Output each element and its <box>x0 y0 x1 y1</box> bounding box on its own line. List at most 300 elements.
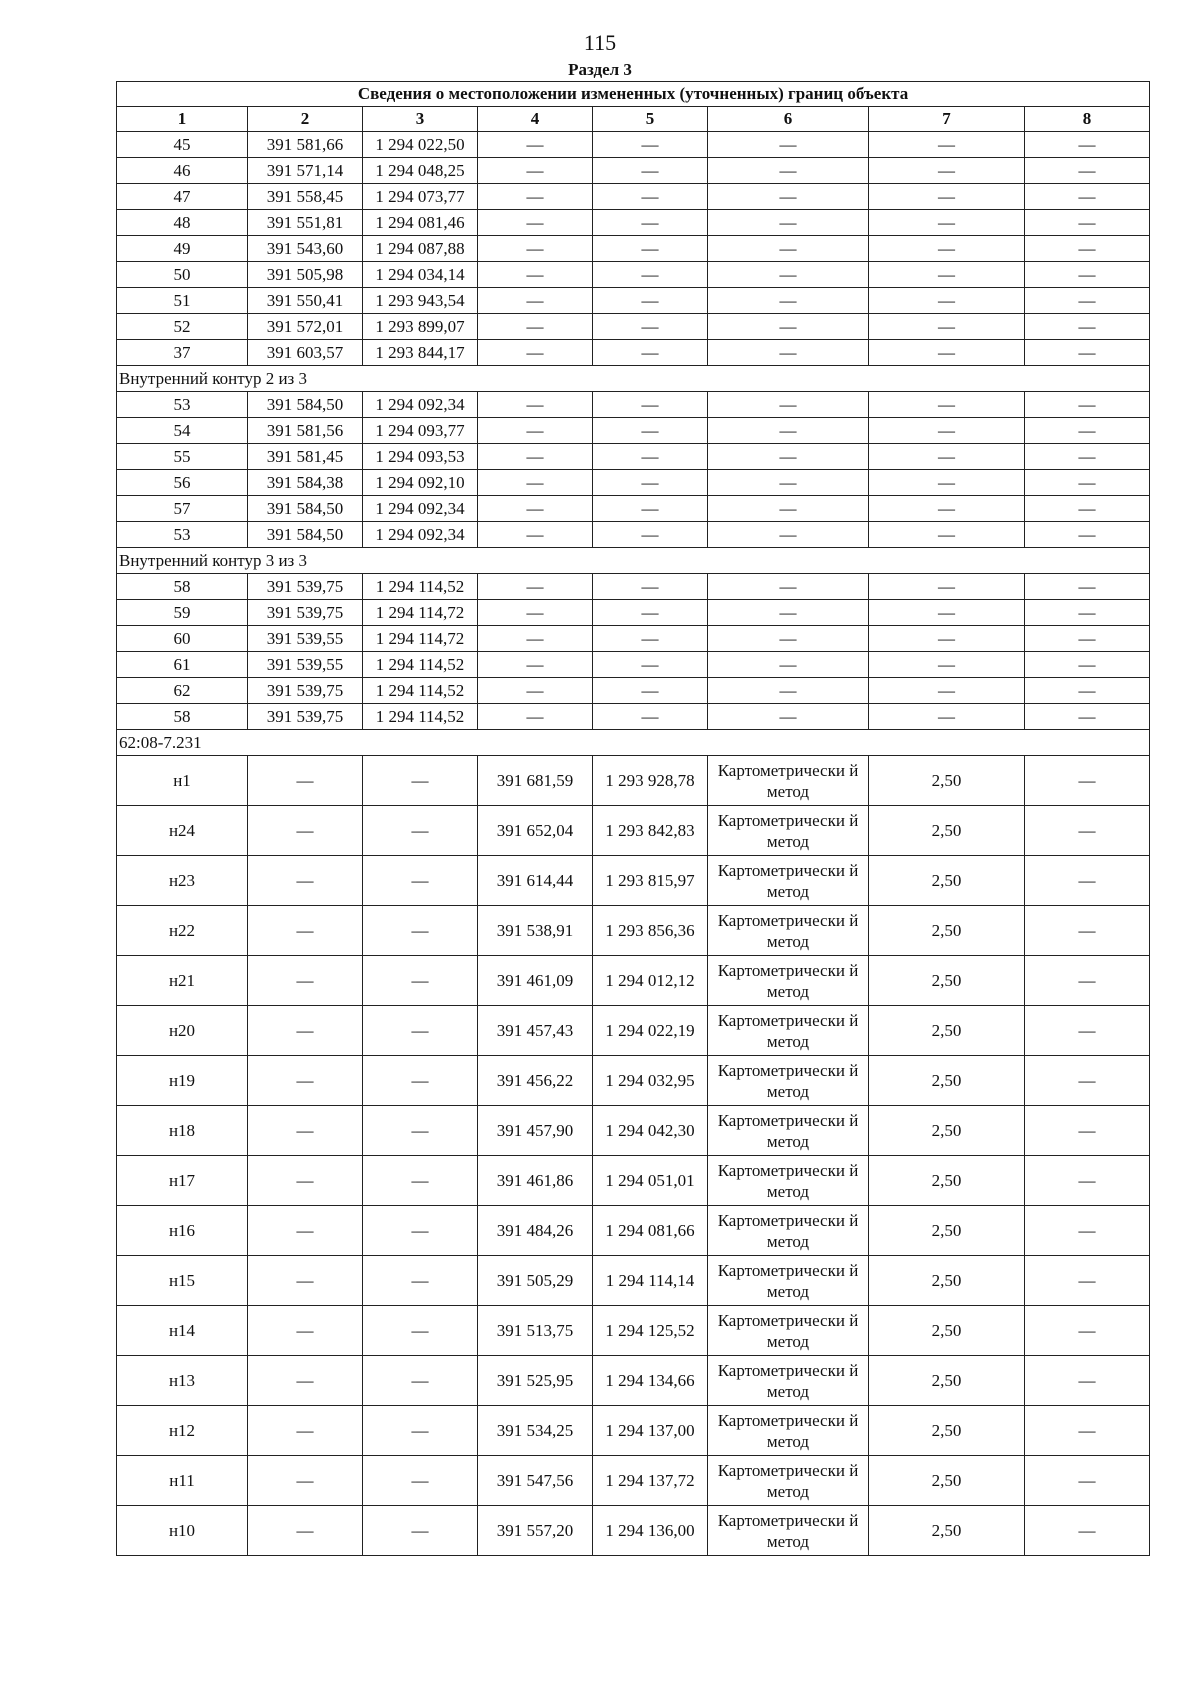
table-cell-col8: — <box>1025 652 1150 678</box>
table-cell-col2: — <box>248 1156 363 1206</box>
table-row <box>117 756 1150 806</box>
table-cell-col1: 48 <box>117 210 248 236</box>
table-cell-col5: 1 294 032,95 <box>593 1056 708 1106</box>
table-cell-col1: 59 <box>117 600 248 626</box>
table-cell-col6: — <box>708 418 869 444</box>
table-cell-col8: — <box>1025 236 1150 262</box>
column-header: 8 <box>1025 107 1150 132</box>
table-cell-col4: — <box>478 392 593 418</box>
table-cell-col2: — <box>248 1006 363 1056</box>
table-cell-col1: 52 <box>117 314 248 340</box>
table-row <box>117 392 1150 418</box>
table-cell-col8: — <box>1025 522 1150 548</box>
table-cell-col4: 391 614,44 <box>478 856 593 906</box>
table-cell-col7: — <box>869 340 1025 366</box>
table-cell-col8: — <box>1025 470 1150 496</box>
table-cell-col3: — <box>363 1356 478 1406</box>
table-cell-col3: — <box>363 756 478 806</box>
table-cell-col8: — <box>1025 1056 1150 1106</box>
table-cell-col7: — <box>869 236 1025 262</box>
table-cell-col4: — <box>478 210 593 236</box>
table-row <box>117 1106 1150 1156</box>
table-cell-col3: 1 294 048,25 <box>363 158 478 184</box>
table-cell-col7: 2,50 <box>869 1156 1025 1206</box>
column-header: 7 <box>869 107 1025 132</box>
table-cell-col7: — <box>869 704 1025 730</box>
table-cell-col8: — <box>1025 314 1150 340</box>
table-cell-col4: — <box>478 184 593 210</box>
table-row <box>117 314 1150 340</box>
table-cell-col4: — <box>478 522 593 548</box>
table-row <box>117 626 1150 652</box>
table-cell-col8: — <box>1025 626 1150 652</box>
table-row <box>117 522 1150 548</box>
table-cell-col4: — <box>478 600 593 626</box>
table-cell-col2: — <box>248 1306 363 1356</box>
table-cell-col6: Картометрически й метод <box>708 1506 869 1556</box>
table-cell-col8: — <box>1025 158 1150 184</box>
table-cell-col6: Картометрически й метод <box>708 906 869 956</box>
table-cell-col5: 1 294 051,01 <box>593 1156 708 1206</box>
table-row <box>117 1506 1150 1556</box>
table-cell-col6: — <box>708 444 869 470</box>
table-cell-col2: — <box>248 756 363 806</box>
table-cell-col2: 391 539,55 <box>248 626 363 652</box>
table-cell-col5: 1 294 022,19 <box>593 1006 708 1056</box>
table-cell-col1: 45 <box>117 132 248 158</box>
table-cell-col3: 1 294 114,52 <box>363 574 478 600</box>
table-cell-col1: 58 <box>117 704 248 730</box>
table-cell-col6: Картометрически й метод <box>708 1106 869 1156</box>
table-cell-col8: — <box>1025 600 1150 626</box>
table-cell-col6: — <box>708 132 869 158</box>
table-cell-col6: Картометрически й метод <box>708 1006 869 1056</box>
table-cell-col4: 391 484,26 <box>478 1206 593 1256</box>
table-cell-col2: 391 571,14 <box>248 158 363 184</box>
table-cell-col4: 391 534,25 <box>478 1406 593 1456</box>
table-cell-col1: н18 <box>117 1106 248 1156</box>
table-cell-col8: — <box>1025 1106 1150 1156</box>
table-row <box>117 1356 1150 1406</box>
table-cell-col2: — <box>248 1456 363 1506</box>
table-cell-col1: н20 <box>117 1006 248 1056</box>
table-cell-col2: — <box>248 1406 363 1456</box>
table-cell-col4: 391 557,20 <box>478 1506 593 1556</box>
table-cell-col7: — <box>869 652 1025 678</box>
table-cell-col3: 1 294 073,77 <box>363 184 478 210</box>
table-cell-col1: 61 <box>117 652 248 678</box>
table-cell-col3: — <box>363 1006 478 1056</box>
column-header: 3 <box>363 107 478 132</box>
table-cell-col6: Картометрически й метод <box>708 1406 869 1456</box>
table-cell-col5: — <box>593 444 708 470</box>
table-cell-col7: — <box>869 600 1025 626</box>
table-cell-col1: н23 <box>117 856 248 906</box>
table-cell-col5: 1 293 815,97 <box>593 856 708 906</box>
contour-section-label: Внутренний контур 3 из 3 <box>117 548 1150 574</box>
table-cell-col2: 391 551,81 <box>248 210 363 236</box>
table-cell-col3: 1 294 087,88 <box>363 236 478 262</box>
table-cell-col8: — <box>1025 856 1150 906</box>
table-cell-col4: — <box>478 626 593 652</box>
table-row <box>117 496 1150 522</box>
table-row <box>117 210 1150 236</box>
table-cell-col3: — <box>363 806 478 856</box>
table-cell-col2: 391 539,75 <box>248 678 363 704</box>
table-cell-col8: — <box>1025 1506 1150 1556</box>
table-cell-col1: 51 <box>117 288 248 314</box>
table-cell-col1: н12 <box>117 1406 248 1456</box>
table-cell-col1: н1 <box>117 756 248 806</box>
table-cell-col7: 2,50 <box>869 1406 1025 1456</box>
table-cell-col1: н10 <box>117 1506 248 1556</box>
table-cell-col6: — <box>708 392 869 418</box>
table-cell-col8: — <box>1025 1306 1150 1356</box>
table-row <box>117 956 1150 1006</box>
table-cell-col6: — <box>708 626 869 652</box>
table-cell-col4: 391 652,04 <box>478 806 593 856</box>
table-row <box>117 1156 1150 1206</box>
boundary-coordinates-table <box>116 81 1150 1556</box>
table-cell-col5: — <box>593 184 708 210</box>
column-header: 6 <box>708 107 869 132</box>
table-cell-col5: 1 293 928,78 <box>593 756 708 806</box>
table-cell-col8: — <box>1025 1156 1150 1206</box>
table-cell-col4: — <box>478 574 593 600</box>
table-cell-col4: 391 547,56 <box>478 1456 593 1506</box>
table-cell-col2: — <box>248 1106 363 1156</box>
table-cell-col3: 1 293 899,07 <box>363 314 478 340</box>
table-cell-col2: — <box>248 856 363 906</box>
table-cell-col5: — <box>593 210 708 236</box>
table-row <box>117 806 1150 856</box>
table-cell-col4: 391 461,86 <box>478 1156 593 1206</box>
table-cell-col4: — <box>478 340 593 366</box>
table-cell-col1: н15 <box>117 1256 248 1306</box>
table-cell-col4: — <box>478 418 593 444</box>
table-cell-col7: — <box>869 626 1025 652</box>
table-cell-col1: 62 <box>117 678 248 704</box>
table-cell-col1: 54 <box>117 418 248 444</box>
table-row <box>117 574 1150 600</box>
table-cell-col3: — <box>363 1156 478 1206</box>
table-cell-col6: — <box>708 314 869 340</box>
table-row <box>117 906 1150 956</box>
table-cell-col3: 1 294 093,53 <box>363 444 478 470</box>
table-cell-col2: 391 539,55 <box>248 652 363 678</box>
table-caption: Сведения о местоположении измененных (уточненных) границ объекта <box>117 82 1150 107</box>
table-row <box>117 418 1150 444</box>
table-cell-col2: 391 505,98 <box>248 262 363 288</box>
table-cell-col4: — <box>478 704 593 730</box>
table-cell-col3: — <box>363 1306 478 1356</box>
table-cell-col1: н24 <box>117 806 248 856</box>
table-cell-col4: — <box>478 158 593 184</box>
table-cell-col4: — <box>478 652 593 678</box>
table-row <box>117 1006 1150 1056</box>
table-cell-col6: Картометрически й метод <box>708 756 869 806</box>
table-cell-col5: — <box>593 158 708 184</box>
table-cell-col8: — <box>1025 704 1150 730</box>
table-cell-col2: — <box>248 1256 363 1306</box>
table-cell-col4: 391 513,75 <box>478 1306 593 1356</box>
table-cell-col4: 391 457,43 <box>478 1006 593 1056</box>
table-cell-col5: — <box>593 236 708 262</box>
table-row <box>117 1306 1150 1356</box>
table-cell-col4: — <box>478 132 593 158</box>
table-cell-col7: 2,50 <box>869 1506 1025 1556</box>
table-cell-col5: — <box>593 704 708 730</box>
table-cell-col8: — <box>1025 210 1150 236</box>
section-title: Раздел 3 <box>568 60 632 79</box>
table-cell-col6: Картометрически й метод <box>708 1156 869 1206</box>
table-cell-col5: 1 293 842,83 <box>593 806 708 856</box>
table-cell-col6: — <box>708 210 869 236</box>
table-cell-col6: Картометрически й метод <box>708 1206 869 1256</box>
table-cell-col3: — <box>363 1256 478 1306</box>
table-cell-col1: 57 <box>117 496 248 522</box>
table-cell-col5: — <box>593 314 708 340</box>
table-row <box>117 600 1150 626</box>
table-cell-col3: 1 294 114,52 <box>363 678 478 704</box>
table-row <box>117 262 1150 288</box>
column-header: 1 <box>117 107 248 132</box>
table-cell-col3: 1 293 943,54 <box>363 288 478 314</box>
table-cell-col5: — <box>593 600 708 626</box>
table-cell-col7: — <box>869 314 1025 340</box>
table-cell-col5: — <box>593 574 708 600</box>
table-cell-col5: — <box>593 626 708 652</box>
table-cell-col6: — <box>708 496 869 522</box>
table-cell-col5: — <box>593 496 708 522</box>
table-cell-col6: Картометрически й метод <box>708 1456 869 1506</box>
table-cell-col3: 1 294 093,77 <box>363 418 478 444</box>
table-cell-col6: — <box>708 678 869 704</box>
table-cell-col2: — <box>248 1356 363 1406</box>
table-cell-col6: Картометрически й метод <box>708 1056 869 1106</box>
contour-section-label: 62:08-7.231 <box>117 730 1150 756</box>
column-header: 4 <box>478 107 593 132</box>
table-cell-col3: 1 294 034,14 <box>363 262 478 288</box>
table-cell-col1: 49 <box>117 236 248 262</box>
table-cell-col1: н19 <box>117 1056 248 1106</box>
table-cell-col4: 391 461,09 <box>478 956 593 1006</box>
table-cell-col8: — <box>1025 132 1150 158</box>
table-cell-col4: — <box>478 236 593 262</box>
table-cell-col8: — <box>1025 340 1150 366</box>
table-cell-col1: 55 <box>117 444 248 470</box>
table-cell-col1: 53 <box>117 392 248 418</box>
table-cell-col8: — <box>1025 184 1150 210</box>
table-cell-col7: — <box>869 210 1025 236</box>
table-cell-col7: 2,50 <box>869 1206 1025 1256</box>
table-cell-col4: — <box>478 496 593 522</box>
table-cell-col5: — <box>593 392 708 418</box>
table-cell-col5: 1 294 114,14 <box>593 1256 708 1306</box>
table-cell-col7: 2,50 <box>869 856 1025 906</box>
table-cell-col1: н14 <box>117 1306 248 1356</box>
table-cell-col6: Картометрически й метод <box>708 856 869 906</box>
table-row <box>117 470 1150 496</box>
table-cell-col7: 2,50 <box>869 906 1025 956</box>
table-cell-col4: — <box>478 444 593 470</box>
table-cell-col2: 391 584,50 <box>248 496 363 522</box>
table-cell-col2: 391 581,66 <box>248 132 363 158</box>
table-cell-col7: — <box>869 444 1025 470</box>
contour-section-row <box>117 366 1150 392</box>
table-cell-col5: 1 294 081,66 <box>593 1206 708 1256</box>
table-cell-col3: — <box>363 856 478 906</box>
table-cell-col5: 1 294 125,52 <box>593 1306 708 1356</box>
table-row <box>117 1256 1150 1306</box>
contour-section-row <box>117 548 1150 574</box>
table-cell-col6: Картометрически й метод <box>708 956 869 1006</box>
page-number: 115 <box>583 30 617 55</box>
table-cell-col1: н21 <box>117 956 248 1006</box>
table-cell-col1: 50 <box>117 262 248 288</box>
table-cell-col6: — <box>708 600 869 626</box>
table-cell-col3: 1 294 114,52 <box>363 652 478 678</box>
table-cell-col8: — <box>1025 756 1150 806</box>
table-cell-col7: 2,50 <box>869 1256 1025 1306</box>
table-cell-col5: 1 294 134,66 <box>593 1356 708 1406</box>
table-cell-col7: — <box>869 470 1025 496</box>
table-cell-col3: 1 294 022,50 <box>363 132 478 158</box>
table-cell-col6: — <box>708 574 869 600</box>
table-cell-col2: — <box>248 906 363 956</box>
table-cell-col7: 2,50 <box>869 806 1025 856</box>
table-cell-col2: 391 572,01 <box>248 314 363 340</box>
table-cell-col4: — <box>478 470 593 496</box>
table-cell-col3: — <box>363 906 478 956</box>
table-cell-col3: 1 294 092,34 <box>363 496 478 522</box>
table-cell-col8: — <box>1025 496 1150 522</box>
table-cell-col3: — <box>363 1506 478 1556</box>
table-cell-col7: 2,50 <box>869 1306 1025 1356</box>
table-cell-col3: — <box>363 1206 478 1256</box>
table-cell-col3: 1 293 844,17 <box>363 340 478 366</box>
table-cell-col7: — <box>869 288 1025 314</box>
table-cell-col5: 1 294 042,30 <box>593 1106 708 1156</box>
table-cell-col2: 391 584,50 <box>248 392 363 418</box>
column-header: 2 <box>248 107 363 132</box>
column-header-row <box>117 107 1150 132</box>
table-cell-col2: 391 584,50 <box>248 522 363 548</box>
table-cell-col6: — <box>708 652 869 678</box>
table-cell-col7: — <box>869 418 1025 444</box>
table-cell-col7: — <box>869 184 1025 210</box>
table-cell-col5: — <box>593 522 708 548</box>
table-cell-col3: — <box>363 1056 478 1106</box>
table-cell-col7: 2,50 <box>869 1356 1025 1406</box>
table-cell-col1: н11 <box>117 1456 248 1506</box>
table-cell-col8: — <box>1025 1356 1150 1406</box>
table-cell-col5: 1 293 856,36 <box>593 906 708 956</box>
table-cell-col1: 60 <box>117 626 248 652</box>
table-cell-col7: 2,50 <box>869 1456 1025 1506</box>
table-cell-col8: — <box>1025 906 1150 956</box>
table-row <box>117 158 1150 184</box>
table-cell-col2: 391 581,45 <box>248 444 363 470</box>
table-cell-col4: — <box>478 288 593 314</box>
table-cell-col2: — <box>248 1056 363 1106</box>
table-row <box>117 1406 1150 1456</box>
table-row <box>117 678 1150 704</box>
table-row <box>117 236 1150 262</box>
table-cell-col6: — <box>708 184 869 210</box>
table-cell-col3: 1 294 092,34 <box>363 392 478 418</box>
table-cell-col4: 391 538,91 <box>478 906 593 956</box>
table-cell-col7: — <box>869 678 1025 704</box>
table-cell-col5: — <box>593 132 708 158</box>
table-cell-col4: 391 525,95 <box>478 1356 593 1406</box>
table-cell-col8: — <box>1025 418 1150 444</box>
table-row <box>117 184 1150 210</box>
table-cell-col8: — <box>1025 1456 1150 1506</box>
table-cell-col4: — <box>478 314 593 340</box>
table-cell-col7: — <box>869 132 1025 158</box>
table-cell-col8: — <box>1025 1006 1150 1056</box>
table-cell-col2: — <box>248 1506 363 1556</box>
table-cell-col7: 2,50 <box>869 956 1025 1006</box>
table-cell-col2: 391 584,38 <box>248 470 363 496</box>
table-cell-col4: — <box>478 678 593 704</box>
table-row <box>117 444 1150 470</box>
table-cell-col3: 1 294 114,72 <box>363 626 478 652</box>
table-cell-col4: 391 456,22 <box>478 1056 593 1106</box>
table-cell-col3: — <box>363 1406 478 1456</box>
table-cell-col8: — <box>1025 678 1150 704</box>
table-row <box>117 288 1150 314</box>
table-cell-col7: — <box>869 522 1025 548</box>
table-cell-col2: 391 550,41 <box>248 288 363 314</box>
table-cell-col5: 1 294 012,12 <box>593 956 708 1006</box>
table-cell-col1: 47 <box>117 184 248 210</box>
table-cell-col6: Картометрически й метод <box>708 1306 869 1356</box>
table-cell-col4: 391 505,29 <box>478 1256 593 1306</box>
table-cell-col4: 391 457,90 <box>478 1106 593 1156</box>
table-cell-col2: 391 558,45 <box>248 184 363 210</box>
table-cell-col2: — <box>248 956 363 1006</box>
table-cell-col8: — <box>1025 444 1150 470</box>
table-row <box>117 652 1150 678</box>
table-cell-col6: — <box>708 158 869 184</box>
table-cell-col6: Картометрически й метод <box>708 1256 869 1306</box>
table-cell-col2: 391 581,56 <box>248 418 363 444</box>
table-cell-col7: 2,50 <box>869 756 1025 806</box>
table-cell-col6: — <box>708 288 869 314</box>
table-cell-col1: н22 <box>117 906 248 956</box>
table-cell-col6: — <box>708 340 869 366</box>
table-cell-col6: — <box>708 470 869 496</box>
table-cell-col4: 391 681,59 <box>478 756 593 806</box>
table-cell-col3: 1 294 092,10 <box>363 470 478 496</box>
table-cell-col2: 391 603,57 <box>248 340 363 366</box>
table-cell-col1: 46 <box>117 158 248 184</box>
table-cell-col7: — <box>869 574 1025 600</box>
table-cell-col8: — <box>1025 574 1150 600</box>
table-cell-col1: н17 <box>117 1156 248 1206</box>
table-caption-row <box>117 82 1150 107</box>
contour-section-label: Внутренний контур 2 из 3 <box>117 366 1150 392</box>
table-cell-col7: — <box>869 392 1025 418</box>
table-cell-col5: 1 294 137,72 <box>593 1456 708 1506</box>
table-cell-col1: 37 <box>117 340 248 366</box>
table-cell-col1: 58 <box>117 574 248 600</box>
table-cell-col2: 391 539,75 <box>248 600 363 626</box>
table-cell-col3: 1 294 081,46 <box>363 210 478 236</box>
table-cell-col5: — <box>593 652 708 678</box>
